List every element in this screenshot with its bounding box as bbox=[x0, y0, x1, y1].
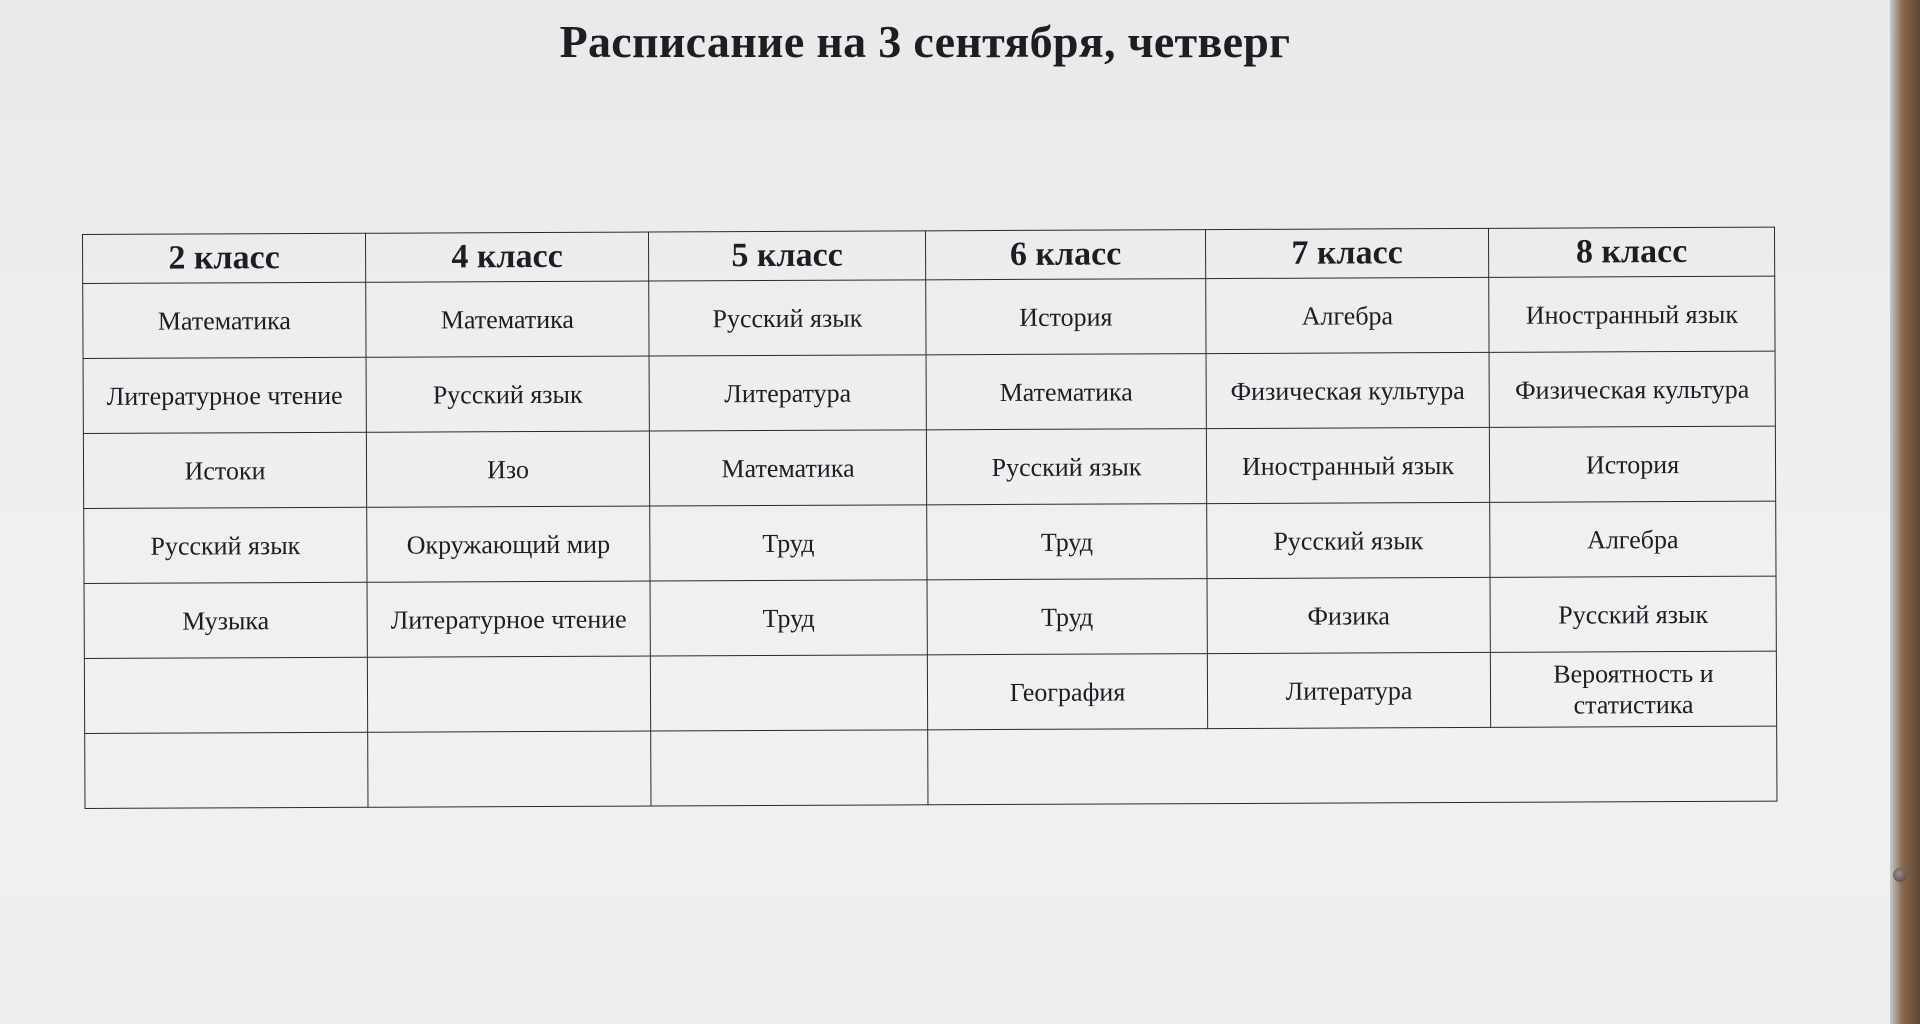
page-title: Расписание на 3 сентября, четверг bbox=[559, 16, 1291, 67]
table-cell: Музыка bbox=[84, 582, 367, 658]
table-cell: Математика bbox=[926, 354, 1206, 430]
table-cell: География bbox=[927, 654, 1207, 730]
table-row bbox=[84, 501, 1776, 583]
table-cell: Труд bbox=[927, 504, 1207, 580]
header-row bbox=[83, 227, 1775, 283]
table-cell: Русский язык bbox=[926, 429, 1206, 505]
pushpin-icon bbox=[1893, 868, 1907, 882]
table-cell-empty bbox=[651, 730, 928, 806]
table-cell: Алгебра bbox=[1490, 501, 1776, 577]
table-cell: Литература bbox=[649, 355, 926, 431]
table-row bbox=[83, 276, 1775, 358]
header-8-class: 8 класс bbox=[1488, 227, 1774, 277]
table-row bbox=[83, 351, 1775, 433]
table-cell: Русский язык bbox=[1207, 502, 1490, 578]
header-5-class: 5 класс bbox=[648, 231, 925, 281]
table-cell: История bbox=[926, 279, 1206, 355]
table-cell: Литературное чтение bbox=[367, 581, 650, 657]
table-cell: Иностранный язык bbox=[1206, 427, 1489, 503]
header-4-class: 4 класс bbox=[365, 232, 648, 282]
table-cell-empty bbox=[650, 655, 927, 731]
header-7-class: 7 класс bbox=[1205, 228, 1488, 278]
table-cell: Труд bbox=[927, 579, 1207, 655]
header-2-class: 2 класс bbox=[83, 233, 366, 283]
table-cell: Математика bbox=[649, 430, 926, 506]
table-cell: Русский язык bbox=[1490, 576, 1776, 652]
table-row bbox=[84, 576, 1776, 658]
table-row bbox=[84, 651, 1776, 733]
table-cell: Окружающий мир bbox=[367, 506, 650, 582]
table-cell: Алгебра bbox=[1206, 277, 1489, 353]
table-cell: Русский язык bbox=[366, 356, 649, 432]
table-cell: Иностранный язык bbox=[1489, 276, 1775, 352]
table-cell: Математика bbox=[83, 282, 366, 358]
table-cell: Физика bbox=[1207, 577, 1490, 653]
table-cell: Русский язык bbox=[649, 280, 926, 356]
table-cell: Вероятность и статистика bbox=[1490, 651, 1776, 727]
table-row bbox=[83, 426, 1775, 508]
table-cell: Физическая культура bbox=[1489, 351, 1775, 427]
table-cell-empty bbox=[85, 732, 368, 808]
table-cell: Литература bbox=[1207, 652, 1490, 728]
table-cell: Изо bbox=[366, 431, 649, 507]
table-cell-merged-empty bbox=[928, 726, 1777, 805]
table-cell-empty bbox=[84, 657, 367, 733]
table-cell-empty bbox=[367, 656, 650, 732]
table-cell: Труд bbox=[650, 505, 927, 581]
table-cell: История bbox=[1489, 426, 1775, 502]
header-6-class: 6 класс bbox=[925, 230, 1205, 280]
table-cell-empty bbox=[368, 731, 651, 807]
table-cell: Математика bbox=[366, 281, 649, 357]
table-cell: Труд bbox=[650, 580, 927, 656]
table-cell: Истоки bbox=[83, 432, 366, 508]
schedule-table bbox=[82, 227, 1777, 809]
table-cell: Русский язык bbox=[84, 507, 367, 583]
table-cell: Физическая культура bbox=[1206, 352, 1489, 428]
table-row bbox=[85, 726, 1777, 808]
table-cell: Литературное чтение bbox=[83, 357, 366, 433]
